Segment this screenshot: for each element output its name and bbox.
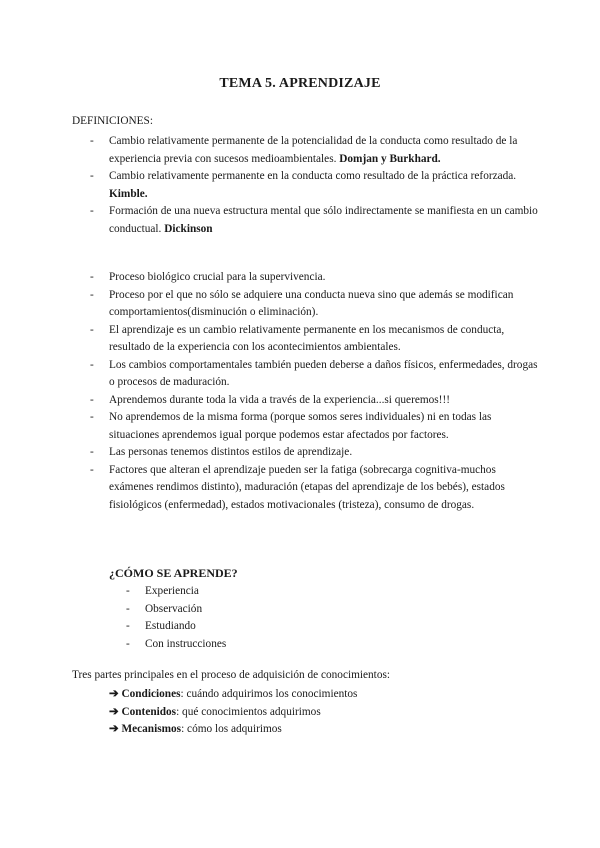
bullet-dash: - — [126, 637, 130, 650]
fact-text: El aprendizaje es un cambio relativamente permanente en los mecanismos de conducta, resultado de la experiencia con los acontecimientos ambientales. — [109, 323, 505, 353]
part-term: Condiciones — [121, 688, 181, 700]
how-list — [126, 583, 445, 653]
how-item-text: Experiencia — [145, 585, 199, 597]
fact-text: Proceso biológico crucial para la supervivencia. — [109, 271, 326, 283]
fact-text: Proceso por el que no sólo se adquiere una conducta nueva sino que además se modifican comportamientos(disminución o eliminación). — [109, 288, 514, 318]
arrow-right-icon: ➔ — [109, 723, 119, 735]
bullet-dash: - — [90, 135, 94, 147]
fact-text: Aprendemos durante toda la vida a través de la experiencia...si queremos!!! — [109, 393, 450, 406]
part-desc: : cómo los adquirimos — [181, 723, 282, 735]
fact-text: Las personas tenemos distintos estilos de aprendizaje. — [109, 446, 353, 458]
fact-item — [90, 269, 539, 287]
definition-text: Formación de una nueva estructura mental que sólo indirectamente se manifiesta en un cambio conductual. — [109, 205, 538, 235]
parts-intro: Tres partes principales en el proceso de adquisición de conocimientos: — [72, 669, 391, 681]
how-item — [126, 618, 445, 636]
how-item-text: Observación — [145, 602, 203, 615]
fact-item — [90, 322, 539, 357]
definitions-label: DEFINICIONES: — [72, 115, 153, 127]
bullet-dash: - — [90, 271, 94, 283]
how-item — [126, 601, 445, 619]
fact-item — [90, 462, 539, 515]
definition-item — [90, 203, 539, 238]
definition-item — [90, 168, 539, 203]
fact-item — [90, 392, 539, 410]
fact-text: No aprendemos de la misma forma (porque somos seres individuales) ni en todas las situaciones aprendemos igual porque podemos estar afectados por factores. — [109, 411, 492, 441]
bullet-dash: - — [90, 463, 94, 476]
part-desc: : cuándo adquirimos los conocimientos — [180, 688, 358, 700]
bullet-dash: - — [126, 620, 130, 632]
how-item — [126, 583, 445, 601]
bullet-dash: - — [126, 585, 130, 597]
bullet-dash: - — [90, 170, 94, 182]
fact-text: Los cambios comportamentales también pueden deberse a daños físicos, enfermedades, drogas o procesos de maduración. — [109, 358, 538, 388]
bullet-dash: - — [90, 446, 94, 458]
bullet-dash: - — [90, 411, 94, 423]
definitions-list — [90, 133, 539, 238]
definition-item — [90, 133, 539, 168]
bullet-dash: - — [90, 393, 94, 406]
part-term: Mecanismos — [121, 723, 182, 735]
page-title: TEMA 5. APRENDIZAJE — [219, 76, 381, 91]
definition-text: Cambio relativamente permanente en la conducta como resultado de la práctica reforzada. — [109, 170, 517, 182]
how-heading: ¿CÓMO SE APRENDE? — [109, 566, 238, 580]
definition-author: Kimble. — [109, 187, 148, 200]
bullet-dash: - — [90, 323, 94, 336]
bullet-dash: - — [90, 205, 94, 217]
fact-text: Factores que alteran el aprendizaje pueden ser la fatiga (sobrecarga cognitiva-muchos exámenes rendimos distinto), maduración (etapas del aprendizaje de los bebés), estados fisiológicos (enfermedad), estados motivacionales (tristeza), consumo de drogas. — [109, 463, 505, 511]
part-item — [109, 686, 357, 704]
fact-item — [90, 409, 539, 444]
definition-author: Domjan y Burkhard. — [339, 152, 441, 165]
definition-text: Cambio relativamente permanente de la potencialidad de la conducta como resultado de la experiencia previa con sucesos medioambientales. — [109, 135, 518, 165]
parts-list — [109, 686, 357, 739]
part-desc: : qué conocimientos adquirimos — [176, 705, 321, 718]
bullet-dash: - — [126, 602, 130, 615]
definition-author: Dickinson — [164, 222, 213, 235]
how-item — [126, 636, 445, 654]
arrow-right-icon: ➔ — [109, 688, 119, 700]
bullet-dash: - — [90, 358, 94, 371]
fact-item — [90, 287, 539, 322]
part-term: Contenidos — [121, 705, 177, 718]
facts-list — [90, 269, 539, 514]
bullet-dash: - — [90, 288, 94, 301]
fact-item — [90, 444, 539, 462]
arrow-right-icon: ➔ — [109, 705, 119, 718]
part-item — [109, 704, 357, 722]
fact-item — [90, 357, 539, 392]
how-item-text: Estudiando — [145, 620, 196, 632]
how-item-text: Con instrucciones — [145, 637, 227, 650]
part-item — [109, 721, 357, 739]
